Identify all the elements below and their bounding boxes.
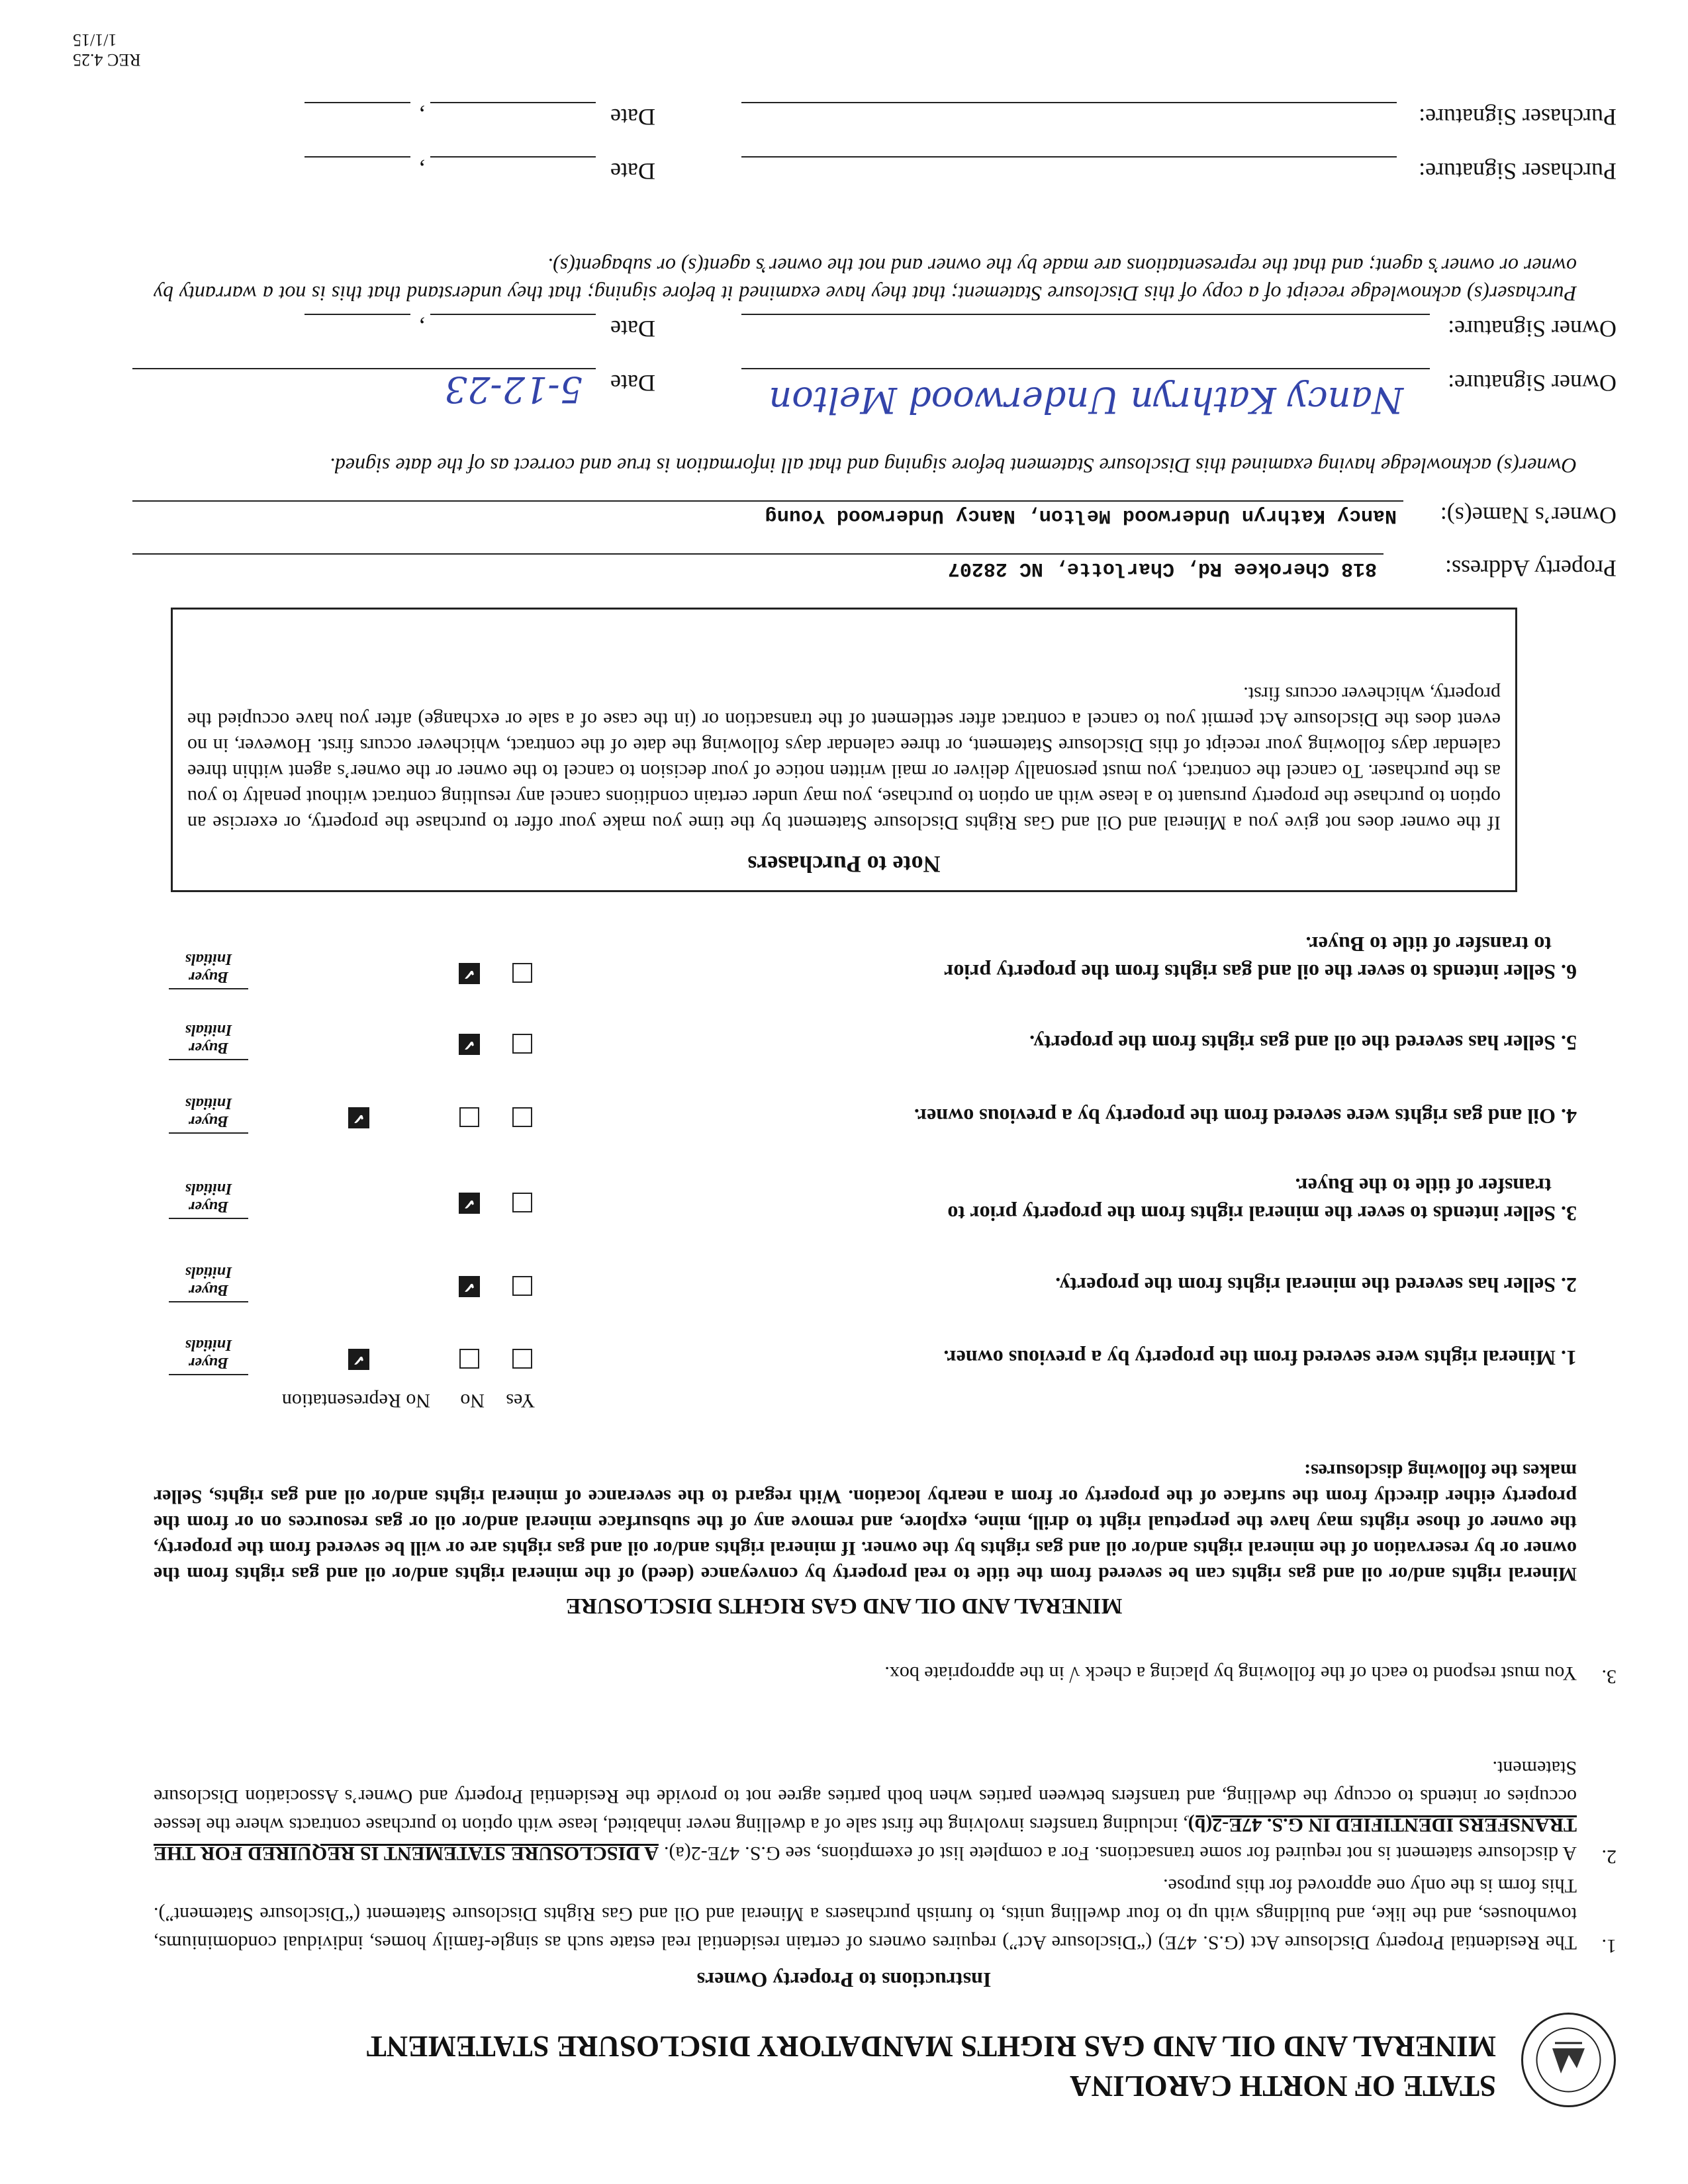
owners-name-value: Nancy Kathryn Underwood Melton, Nancy Underwood Young — [765, 504, 1397, 527]
owner-1-handwritten-signature: Nancy Kathryn Underwood Melton — [769, 379, 1403, 421]
item-6-no-checkbox[interactable]: ✔ — [459, 963, 480, 984]
item-2-yes-checkbox[interactable] — [512, 1276, 532, 1296]
owner-1-handwritten-date: 5-12-23 — [444, 369, 583, 410]
commission-seal-icon — [1521, 2012, 1617, 2108]
purchaser-date-field-1b[interactable] — [305, 156, 410, 187]
paragraph-number: 1. — [1601, 1935, 1617, 1957]
owner-date-label-1: Date — [610, 370, 655, 396]
purchaser-date-field-2b[interactable] — [305, 102, 410, 132]
owners-name-label: Owner’s Name(s): — [1440, 502, 1617, 529]
column-yes: Yes — [506, 1390, 535, 1412]
title-line-2: MINERAL AND OIL AND GAS RIGHTS MANDATORY DISCLOSURE STATEMENT — [366, 2030, 1496, 2063]
item-3-buyer-initials[interactable] — [169, 1179, 248, 1219]
property-address-field[interactable] — [132, 553, 1383, 584]
owners-name-field[interactable] — [132, 500, 1403, 531]
purchaser-date-field-1a[interactable] — [430, 156, 596, 187]
item-4-buyer-initials[interactable] — [169, 1094, 248, 1134]
form-code: REC 4.25 — [73, 50, 141, 69]
owner-acknowledgement: Owner(s) acknowledge having examined this Disclosure Statement before signing and that all information is true and correct as of the date signed. — [329, 454, 1577, 478]
item-1-buyer-initials[interactable] — [169, 1336, 248, 1375]
date-separator: , — [419, 316, 425, 342]
note-title: Note to Purchasers — [747, 851, 941, 878]
disclosure-item-2: 2. Seller has severed the mineral rights from the property. — [1055, 1273, 1577, 1297]
purchaser-date-field-2a[interactable] — [430, 102, 596, 132]
purchaser-date-label-2: Date — [610, 104, 655, 130]
date-separator: , — [419, 158, 425, 185]
note-to-purchasers-box — [171, 608, 1517, 892]
item-6-line-1: 6. Seller intends to sever the oil and gas rights from the property prior — [944, 960, 1577, 984]
buyer-initials-label: Buyer Initials — [185, 1021, 232, 1056]
form-date: 1/1/15 — [73, 30, 117, 50]
mineral-intro: Mineral rights and/or oil and gas rights can be severed from the title to real property by conveyance (deed) of the mineral rights and/or oil and gas rights from the owner or by reservation of the mineral rights and/or oil and gas rights by the owner. If mineral rights and/or oil and gas rights are or will be severed from the property, the owner of those rights may have the perpetual right to drill, mine, explore, and remove any of the subsurface mineral and/or oil or gas resources on or from the property either directly from the surface of the property or from a nearby location. With regard to the severance of mineral rights and/or oil and gas rights, Seller makes the following disclosures: — [154, 1460, 1577, 1585]
disclosure-item-1: 1. Mineral rights were severed from the property by a previous owner. — [943, 1346, 1577, 1370]
p2-required-statement: A DISCLOSURE STATEMENT IS REQUIRED FOR THE TRANSFERS IDENTIFIED IN G.S. 47E-2(b) — [153, 1814, 1577, 1864]
form-footer — [73, 30, 172, 69]
item-3-yes-checkbox[interactable] — [512, 1193, 532, 1212]
owner-date-field-1[interactable] — [132, 368, 596, 410]
item-4-yes-checkbox[interactable] — [512, 1107, 532, 1127]
item-5-buyer-initials[interactable] — [169, 1021, 248, 1060]
owner-date-field-2a[interactable] — [430, 314, 596, 344]
buyer-initials-label: Buyer Initials — [185, 950, 232, 985]
item-6-buyer-initials[interactable] — [169, 950, 248, 989]
item-6-yes-checkbox[interactable] — [512, 963, 532, 983]
buyer-initials-label: Buyer Initials — [185, 1336, 232, 1371]
item-2-buyer-initials[interactable] — [169, 1263, 248, 1302]
item-3-no-checkbox[interactable]: ✔ — [459, 1193, 480, 1214]
owner-date-field-2b[interactable] — [305, 314, 410, 344]
owner-date-label-2: Date — [610, 316, 655, 342]
instruction-paragraph-3: You must respond to each of the following by placing a check √ in the appropriate box. — [884, 1662, 1577, 1684]
item-6-line-2: to transfer of title to Buyer. — [1305, 933, 1552, 956]
purchaser-signature-label-2: Purchaser Signature: — [1419, 104, 1617, 130]
item-5-yes-checkbox[interactable] — [512, 1034, 532, 1054]
disclosure-item-5: 5. Seller has severed the oil and gas rights from the property. — [1029, 1031, 1577, 1055]
buyer-initials-label: Buyer Initials — [185, 1263, 232, 1298]
item-1-no-checkbox[interactable] — [459, 1349, 479, 1369]
column-no-representation: No Representation — [281, 1390, 430, 1412]
paragraph-number: 3. — [1601, 1666, 1617, 1688]
owner-signature-label-1: Owner Signature: — [1448, 370, 1617, 396]
instruction-paragraph-1: The Residential Property Disclosure Act (G.S. 47E) (“Disclosure Act”) requires owners of certain residential real estate such as single-family homes, individual condominiums, townhouses, and the like, and buildings with up to four dwelling units, to furnish purchasers a Mineral and Oil and Gas Rights Disclosure Statement (“Disclosure Statement”). This form is the only one approved for this purpose. — [154, 1875, 1577, 1954]
purchaser-acknowledgement: Purchaser(s) acknowledge receipt of a copy of this Disclosure Statement; that they have examined it before signing; that they understand that this is not a warranty by owner or owner’s agent; and that the representations are made by the owner and not the owner’s agent(s) or subagent(s). — [154, 254, 1577, 306]
purchaser-signature-field-1[interactable] — [741, 156, 1397, 187]
item-5-no-checkbox[interactable]: ✔ — [459, 1034, 480, 1055]
instructions-heading: Instructions to Property Owners — [696, 1968, 992, 1992]
instruction-paragraph-2 — [154, 1754, 1577, 1868]
p2-text-c: , including transfers involving the first sale of a dwelling never inhabited, lease with option to purchase contracts where the lessee occupies or intends to occupy the dwelling, and transfers between parties when both parties agree not to provide the Residential Property and Owner’s Association Disclosure Statement. — [154, 1757, 1577, 1836]
document-title — [367, 2026, 1496, 2106]
owner-signature-field-2[interactable] — [741, 314, 1430, 344]
paragraph-number: 2. — [1601, 1846, 1617, 1868]
item-4-no-checkbox[interactable] — [459, 1107, 479, 1127]
disclosure-item-4: 4. Oil and gas rights were severed from the property by a previous owner. — [914, 1105, 1577, 1128]
purchaser-signature-field-2[interactable] — [741, 102, 1397, 132]
item-4-no-representation-checkbox[interactable]: ✔ — [348, 1107, 369, 1128]
purchaser-date-label-1: Date — [610, 158, 655, 185]
property-address-value: 818 Cherokee Rd, Charlotte, NC 28207 — [947, 557, 1377, 580]
note-text: If the owner does not give you a Mineral and Oil and Gas Rights Disclosure Statement by the time you make your offer to purchase the property, or exercise an option to purchase the property pursuant to a lease with an option to purchase, you may under certain conditions cancel any resulting contract without penalty to you as the purchaser. To cancel the contract, you must personally deliver or mail written notice of your decision to cancel to the owner or the owner’s agent within three calendar days following your receipt of this Disclosure Statement, or three calendar days following the date of the contract, whichever occurs first. However, in no event does the Disclosure Act permit you to cancel a contract after settlement of the transaction or (in the case of a sale or exchange) after you have occupied the property, whichever occurs first. — [187, 683, 1501, 834]
column-no: No — [460, 1390, 485, 1412]
date-separator: , — [419, 104, 425, 130]
title-line-1: STATE OF NORTH CAROLINA — [1070, 2070, 1496, 2103]
buyer-initials-label: Buyer Initials — [185, 1180, 232, 1215]
owner-signature-field-1[interactable] — [741, 368, 1430, 421]
property-address-label: Property Address: — [1445, 555, 1617, 582]
item-1-no-representation-checkbox[interactable]: ✔ — [348, 1349, 369, 1370]
p2-text-a: A disclosure statement is not required for some transactions. For a complete list of exemptions, see G.S. 47E-2(a). — [658, 1843, 1577, 1864]
buyer-initials-label: Buyer Initials — [185, 1095, 232, 1130]
disclosure-item-6 — [944, 931, 1577, 986]
item-1-yes-checkbox[interactable] — [512, 1349, 532, 1369]
item-2-no-checkbox[interactable]: ✔ — [459, 1276, 480, 1297]
item-3-line-2: transfer of title to the Buyer. — [1295, 1174, 1552, 1198]
disclosure-item-3 — [947, 1172, 1577, 1228]
purchaser-signature-label-1: Purchaser Signature: — [1419, 158, 1617, 185]
item-3-line-1: 3. Seller intends to sever the mineral rights from the property prior to — [947, 1202, 1577, 1226]
owner-signature-label-2: Owner Signature: — [1448, 316, 1617, 342]
mineral-section-heading: MINERAL AND OIL AND GAS RIGHTS DISCLOSURE — [565, 1594, 1123, 1618]
